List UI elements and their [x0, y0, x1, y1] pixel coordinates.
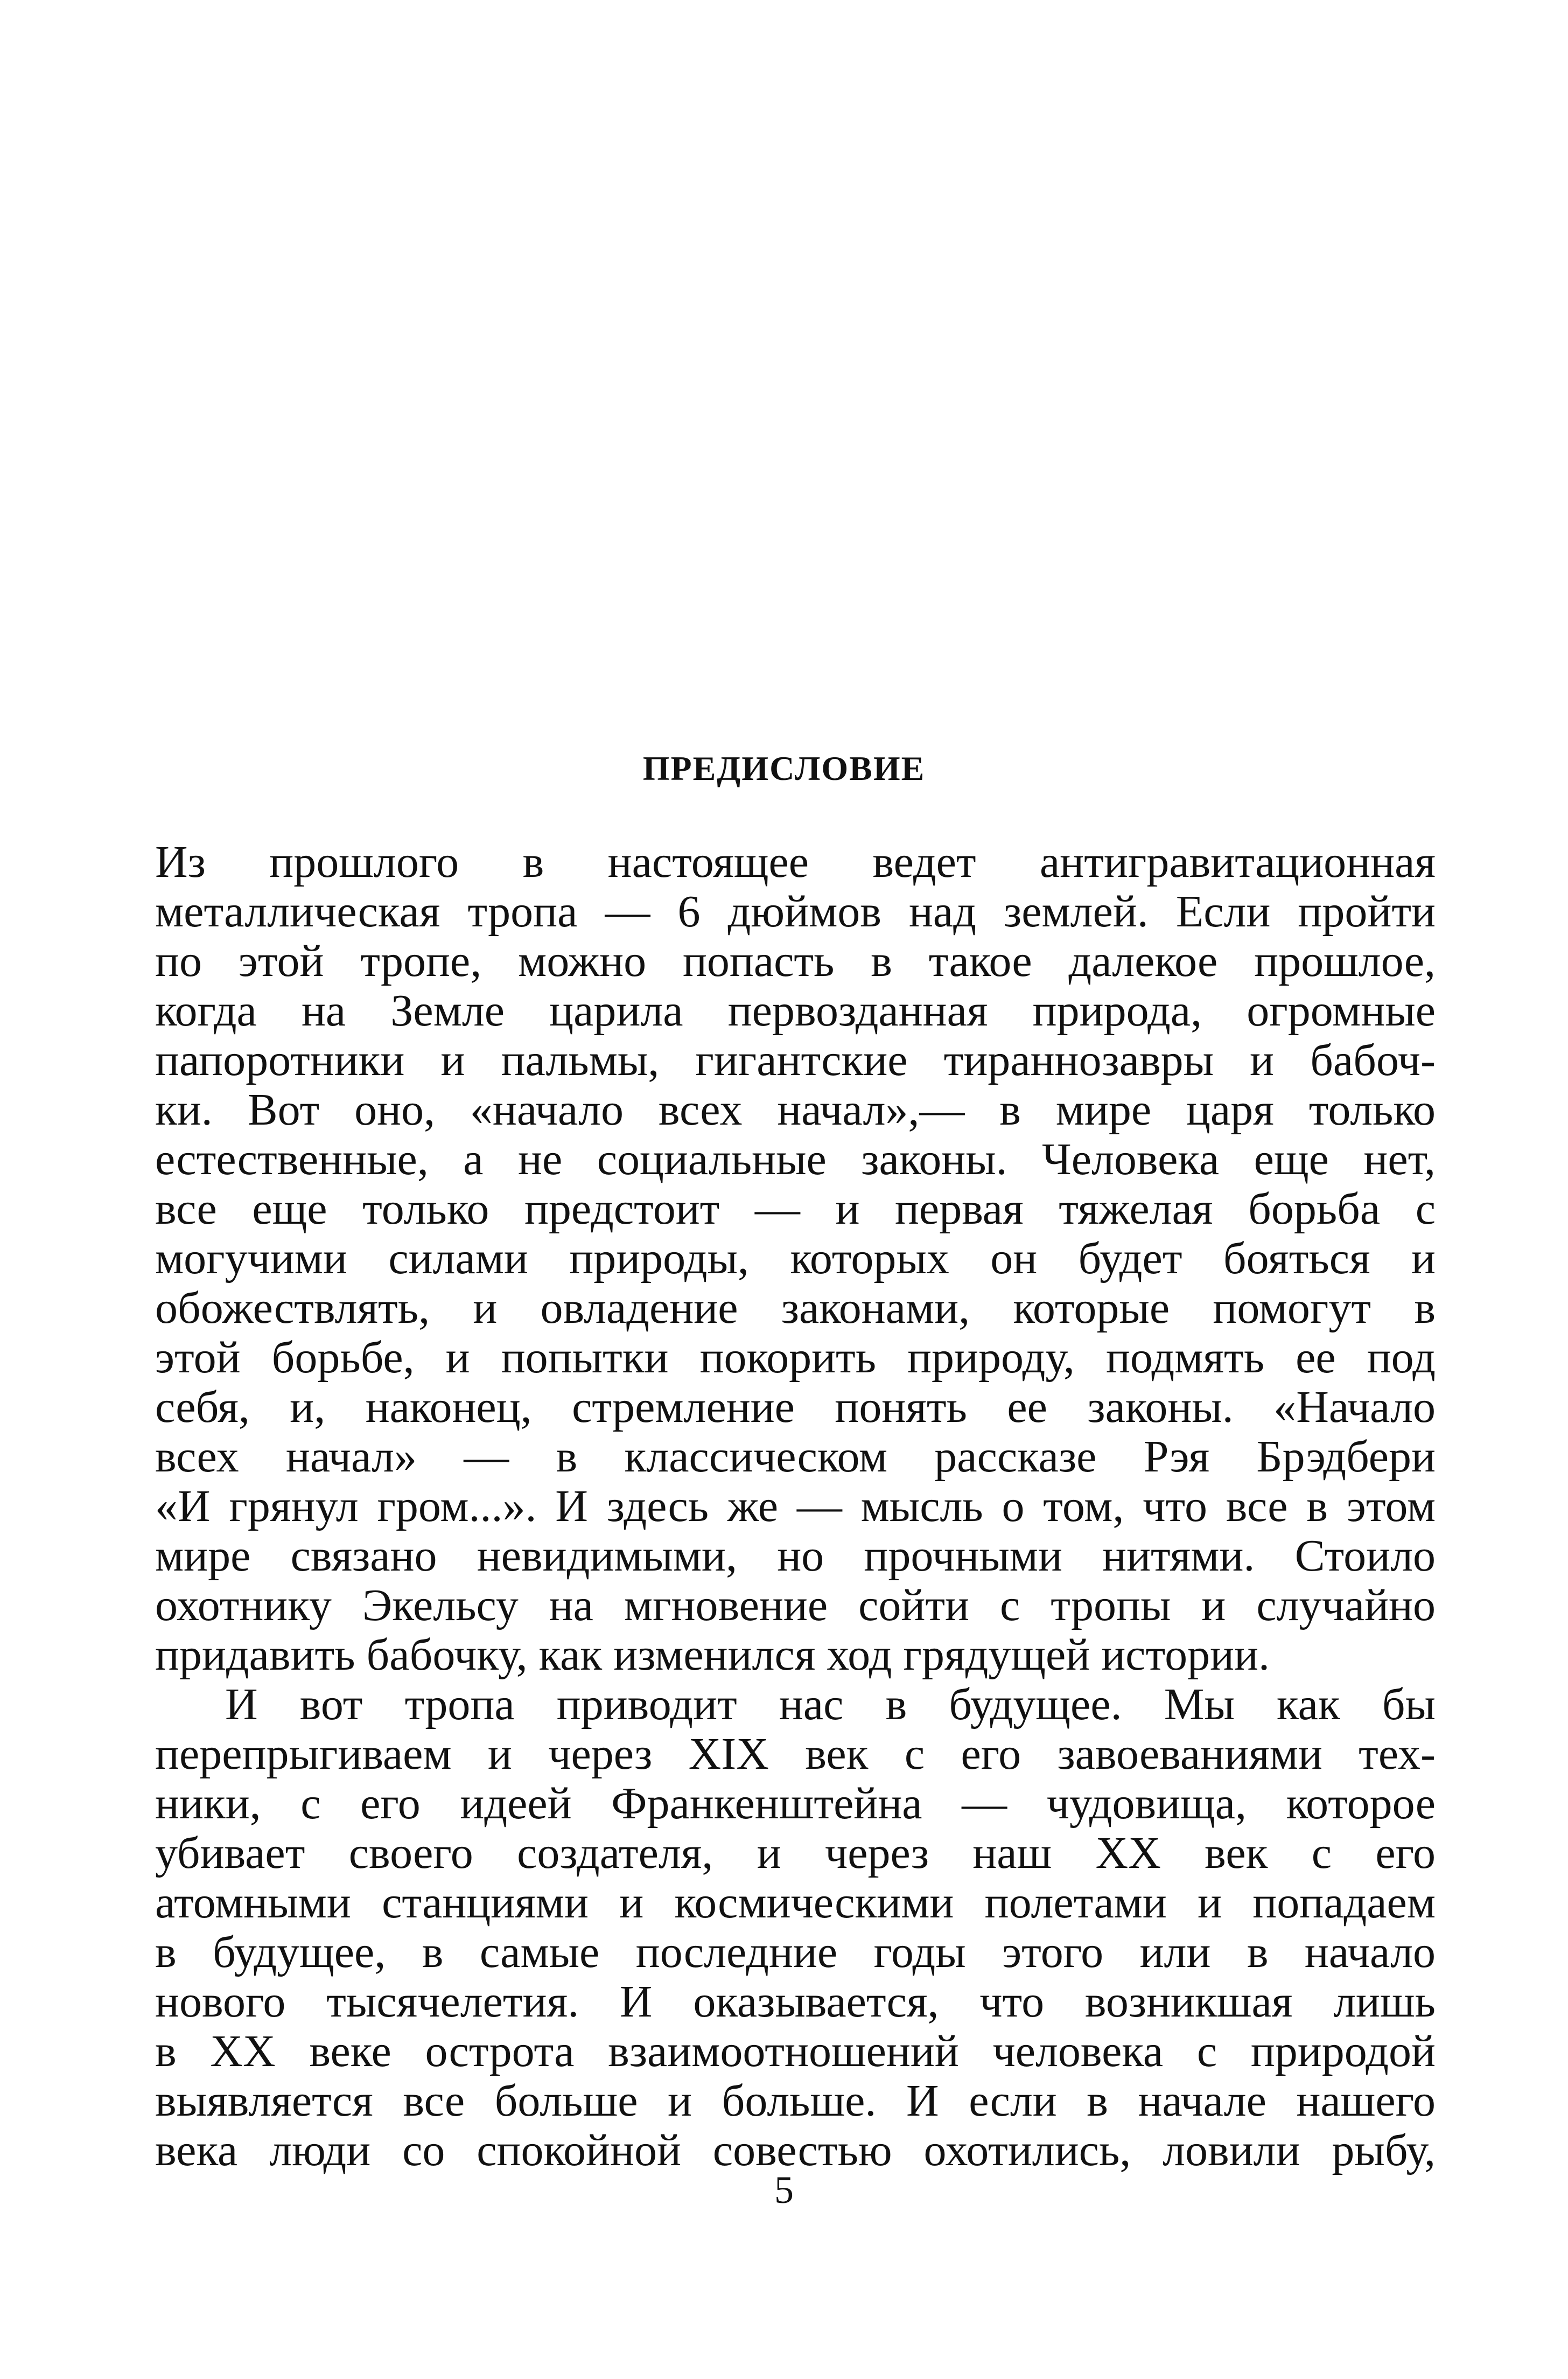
text-line: этой борьбе, и попытки покорить природу, подмять ее под: [155, 1332, 1436, 1383]
text-line: убивает своего создателя, и через наш XX век с его: [155, 1828, 1436, 1878]
text-line: когда на Земле царила первозданная природа, огромные: [155, 986, 1436, 1036]
text-line: «И грянул гром...». И здесь же — мысль о том, что все в этом: [155, 1481, 1436, 1531]
text-line: атомными станциями и космическими полетами и попадаем: [155, 1878, 1436, 1928]
text-line: охотнику Экельсу на мгновение сойти с тропы и случайно: [155, 1580, 1436, 1630]
text-line: века люди со спокойной совестью охотились, ловили рыбу,: [155, 2125, 1436, 2175]
text-line: выявляется все больше и больше. И если в начале нашего: [155, 2076, 1436, 2126]
text-line: перепрыгиваем и через XIX век с его завоеваниями тех-: [155, 1729, 1436, 1779]
text-line: в будущее, в самые последние годы этого или в начало: [155, 1927, 1436, 1977]
text-line: все еще только предстоит — и первая тяжелая борьба с: [155, 1184, 1436, 1234]
text-line: нового тысячелетия. И оказывается, что возникшая лишь: [155, 1977, 1436, 2027]
text-line: естественные, а не социальные законы. Человека еще нет,: [155, 1134, 1436, 1184]
chapter-heading: ПРЕДИСЛОВИЕ: [642, 749, 926, 787]
text-line: придавить бабочку, как изменился ход грядущей истории.: [155, 1630, 1270, 1680]
text-line: ки. Вот оно, «начало всех начал»,— в мире царя только: [155, 1085, 1436, 1135]
text-line: обожествлять, и овладение законами, которые помогут в: [155, 1283, 1436, 1333]
text-line: себя, и, наконец, стремление понять ее законы. «Начало: [155, 1382, 1436, 1432]
page-number: 5: [774, 2168, 794, 2211]
text-line: мире связано невидимыми, но прочными нитями. Стоило: [155, 1531, 1436, 1581]
text-line: ники, с его идеей Франкенштейна — чудовища, которое: [155, 1778, 1436, 1829]
text-line: по этой тропе, можно попасть в такое далекое прошлое,: [155, 936, 1436, 986]
text-line: могучими силами природы, которых он будет бояться и: [155, 1233, 1436, 1283]
text-line: всех начал» — в классическом рассказе Рэя Брэдбери: [155, 1432, 1436, 1482]
text-line: папоротники и пальмы, гигантские тираннозавры и бабоч-: [155, 1035, 1436, 1085]
text-line: металлическая тропа — 6 дюймов над землей. Если пройти: [155, 887, 1436, 937]
body-text: [155, 838, 1436, 2175]
text-line: в XX веке острота взаимоотношений человека с природой: [155, 2026, 1436, 2076]
text-line: Из прошлого в настоящее ведет антигравитационная: [155, 837, 1436, 887]
text-line: И вот тропа приводит нас в будущее. Мы как бы: [225, 1679, 1436, 1729]
